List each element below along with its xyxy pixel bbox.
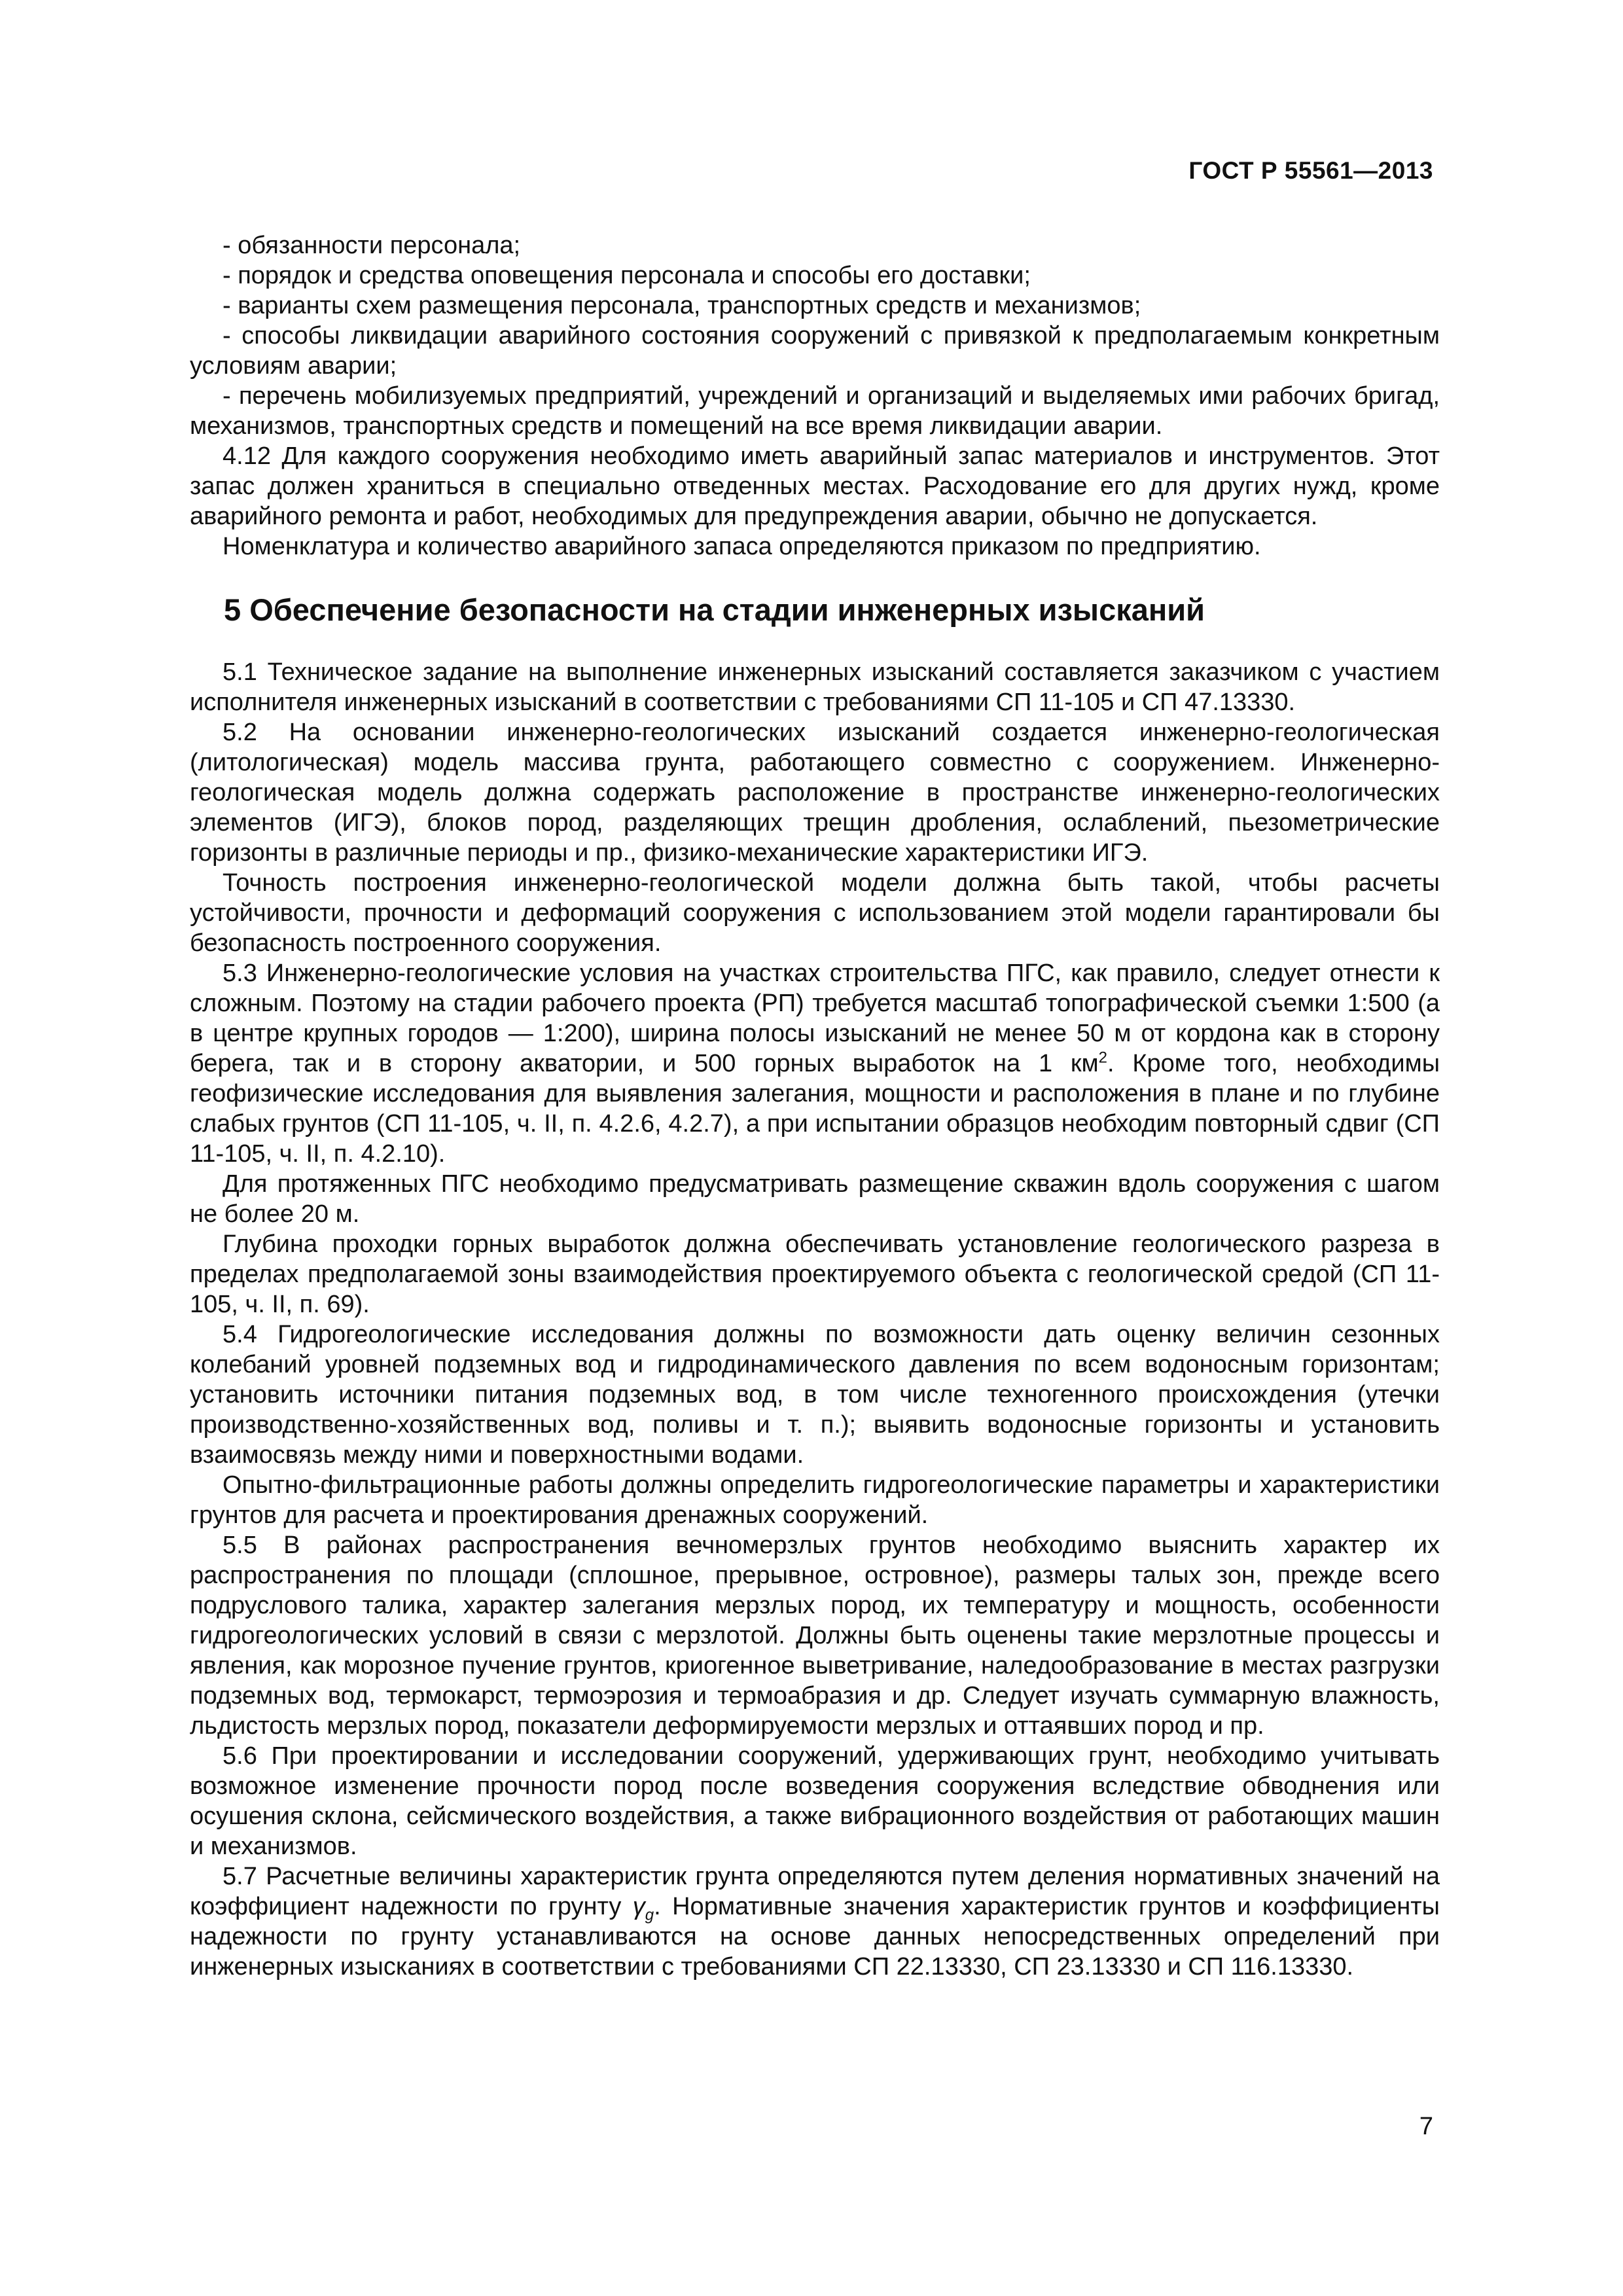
- paragraph-5-4: 5.4 Гидрогеологические исследования должны по возможности дать оценку величин сезонных колебаний уровней подземных вод и гидродинамического давления по всем водоносным горизонтам; установить источники питания подземных вод, в том числе техногенного происхождения (утечки производственно-хозяйственных вод, поливы и т. п.); выявить водоносные горизонты и установить взаимосвязь между ними и поверхностными водами.: [190, 1321, 1440, 1469]
- paragraph-5-3: [190, 958, 1440, 1169]
- document-body: [190, 230, 1440, 1982]
- paragraph-4-12: 4.12 Для каждого сооружения необходимо иметь аварийный запас материалов и инструментов. Этот запас должен храниться в специально отведенных местах. Расходование его для других нужд, кроме аварийного ремонта и работ, необходимых для предупреждения аварии, обычно не допускается.: [190, 442, 1440, 530]
- gamma-symbol: γ: [632, 1893, 645, 1920]
- list-item: - обязанности персонала;: [223, 232, 521, 259]
- list-item: - порядок и средства оповещения персонала и способы его доставки;: [223, 262, 1031, 289]
- paragraph-5-2: 5.2 На основании инженерно-геологических изысканий создается инженерно-геологическая (литологическая) модель массива грунта, работающего совместно с сооружением. Инженерно-геологическая модель должна содержать расположение в пространстве инженерно-геологических элементов (ИГЭ), блоков пород, разделяющих трещин дробления, ослаблений, пьезометрические горизонты в различные периоды и пр., физико-механические характеристики ИГЭ.: [190, 719, 1440, 867]
- paragraph-5-7-part-a: 5.7 Расчетные величины характеристик грунта определяются путем деления нормативных значений на коэффициент надежности по грунту: [190, 1863, 1440, 1920]
- paragraph-5-2-accuracy: Точность построения инженерно-геологической модели должна быть такой, чтобы расчеты устойчивости, прочности и деформаций сооружения с использованием этой модели гарантировали бы безопасность построенного сооружения.: [190, 869, 1440, 957]
- subscript-g: g: [645, 1906, 654, 1924]
- paragraph-5-3-part-a: 5.3 Инженерно-геологические условия на участках строительства ПГС, как правило, следует отнести к сложным. Поэтому на стадии рабочего проекта (РП) требуется масштаб топографической съемки 1:500 (а в центре крупных городов — 1:200), ширина полосы изысканий не менее 50 м от кордона как в сторону берега, так и в сторону акватории, и 500 горных выработок на 1 км: [190, 960, 1440, 1077]
- paragraph-nomenclature: Номенклатура и количество аварийного запаса определяются приказом по предприятию.: [223, 533, 1261, 560]
- paragraph-5-3-part-b: . Кроме того, необходимы геофизические исследования для выявления залегания, мощности и расположения в плане и по глубине слабых грунтов (СП 11-105, ч. II, п. 4.2.6, 4.2.7), а при испытании образцов необходим повторный сдвиг (СП 11-105, ч. II, п. 4.2.10).: [190, 1050, 1440, 1168]
- list-item: - перечень мобилизуемых предприятий, учреждений и организаций и выделяемых ими рабочих бригад, механизмов, транспортных средств и помещений на все время ликвидации аварии.: [190, 382, 1440, 440]
- list-item: - варианты схем размещения персонала, транспортных средств и механизмов;: [223, 292, 1141, 319]
- document-id-header: ГОСТ Р 55561—2013: [1188, 157, 1433, 184]
- paragraph-5-4-filtration: Опытно-фильтрационные работы должны определить гидрогеологические параметры и характеристики грунтов для расчета и проектирования дренажных сооружений.: [190, 1471, 1440, 1529]
- paragraph-5-6: 5.6 При проектировании и исследовании сооружений, удерживающих грунт, необходимо учитывать возможное изменение прочности пород после возведения сооружения вследствие обводнения или осушения склона, сейсмического воздействия, а также вибрационного воздействия от работающих машин и механизмов.: [190, 1742, 1440, 1860]
- paragraph-5-3-boreholes: Для протяженных ПГС необходимо предусматривать размещение скважин вдоль сооружения с шагом не более 20 м.: [190, 1170, 1440, 1228]
- section-5-title: 5 Обеспечение безопасности на стадии инженерных изысканий: [224, 592, 1205, 627]
- paragraph-5-7: [190, 1861, 1440, 1982]
- page-number: 7: [1419, 2113, 1433, 2140]
- paragraph-5-1: 5.1 Техническое задание на выполнение инженерных изысканий составляется заказчиком с участием исполнителя инженерных изысканий в соответствии с требованиями СП 11-105 и СП 47.13330.: [190, 658, 1440, 716]
- paragraph-5-7-part-b: . Нормативные значения характеристик грунтов и коэффициенты надежности по грунту устанавливаются на основе данных непосредственных определений при инженерных изысканиях в соответствии с требованиями СП 22.13330, СП 23.13330 и СП 116.13330.: [190, 1893, 1440, 1981]
- list-item: - способы ликвидации аварийного состояния сооружений с привязкой к предполагаемым конкретным условиям аварии;: [190, 322, 1440, 380]
- superscript-2: 2: [1098, 1049, 1108, 1067]
- paragraph-5-3-depth: Глубина проходки горных выработок должна обеспечивать установление геологического разреза в пределах предполагаемой зоны взаимодействия проектируемого объекта с геологической средой (СП 11-105, ч. II, п. 69).: [190, 1230, 1440, 1318]
- paragraph-5-5: 5.5 В районах распространения вечномерзлых грунтов необходимо выяснить характер их распространения по площади (сплошное, прерывное, островное), размеры талых зон, прежде всего подруслового талика, характер залегания мерзлых пород, их температуру и мощность, особенности гидрогеологических условий в связи с мерзлотой. Должны быть оценены такие мерзлотные процессы и явления, как морозное пучение грунтов, криогенное выветривание, наледообразование в местах разгрузки подземных вод, термокарст, термоэрозия и термоабразия и др. Следует изучать суммарную влажность, льдистость мерзлых пород, показатели деформируемости мерзлых и оттаявших пород и пр.: [190, 1532, 1440, 1740]
